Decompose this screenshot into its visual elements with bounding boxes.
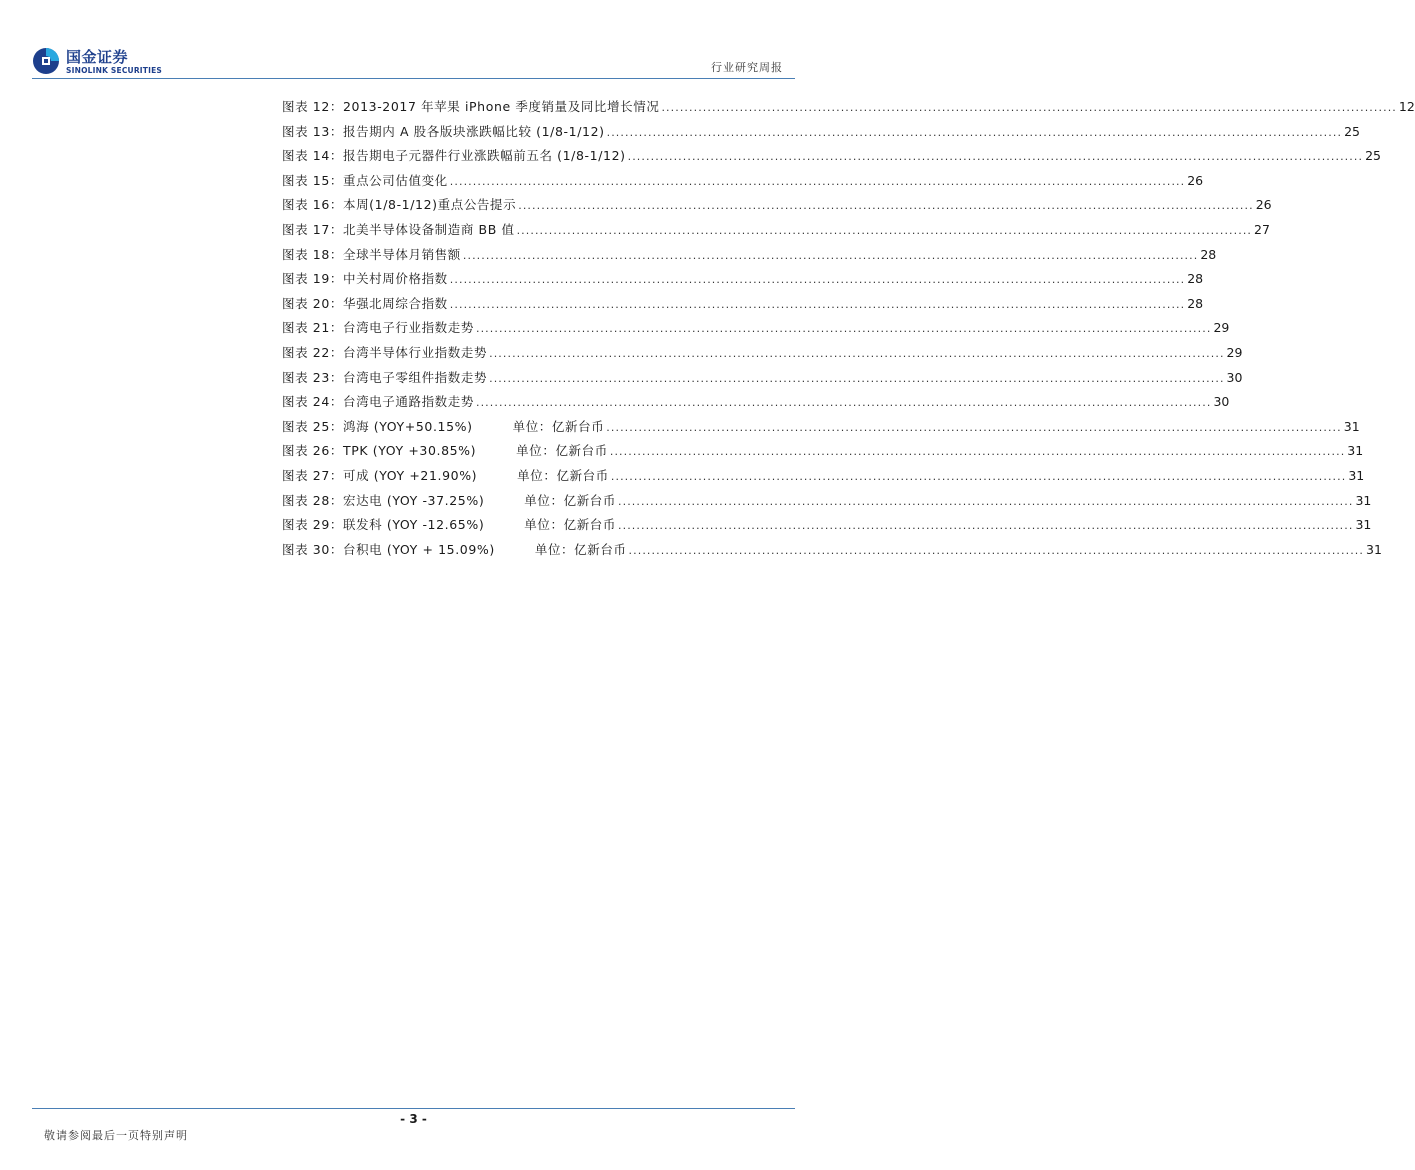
toc-entry-label: 图表 22：台湾半导体行业指数走势 — [282, 344, 488, 360]
toc-dot-leader: ................................................................................................................................................................ — [449, 273, 1186, 287]
toc-entry[interactable] — [282, 195, 1272, 220]
toc-dot-leader: ................................................................................................................................................................ — [627, 150, 1364, 164]
toc-entry-label: 图表 12：2013-2017 年苹果 iPhone 季度销量及同比增长情况 — [282, 99, 660, 114]
logo-english-name: SINOLINK SECURITIES — [66, 66, 163, 75]
toc-entry-label: 图表 16：本周(1/8-1/12)重点公告提示 — [282, 197, 517, 213]
page-number: - 3 - — [400, 1112, 427, 1126]
toc-entry[interactable] — [282, 417, 1360, 442]
toc-dot-leader: ................................................................................................................................................................ — [449, 297, 1186, 311]
toc-entry[interactable] — [282, 343, 1243, 368]
toc-entry[interactable] — [282, 122, 1360, 147]
toc-entry-label: 图表 30：台积电 (YOY + 15.09%) — [282, 541, 495, 557]
toc-dot-leader: ................................................................................................................................................................ — [610, 469, 1347, 483]
toc-entry[interactable] — [282, 220, 1270, 245]
toc-entry-unit: 单位：亿新台币 — [517, 467, 609, 483]
toc-entry-page: 26 — [1187, 172, 1204, 188]
toc-entry-page: 29 — [1213, 320, 1230, 336]
toc-entry-label: 图表 23：台湾电子零组件指数走势 — [282, 369, 488, 385]
toc-entry-label: 图表 13：报告期内 A 股各版块涨跌幅比较 (1/8-1/12) — [282, 123, 605, 139]
toc-entry-label: 图表 20：华强北周综合指数 — [282, 295, 448, 311]
toc-dot-leader: ................................................................................................................................................................ — [475, 396, 1212, 410]
toc-entry-page: 28 — [1187, 295, 1204, 311]
toc-entry-page: 31 — [1347, 443, 1364, 459]
toc-dot-leader: ................................................................................................................................................................ — [516, 223, 1253, 237]
toc-entry-label: 图表 27：可成 (YOY +21.90%) — [282, 467, 478, 483]
toc-dot-leader: ................................................................................................................................................................ — [462, 248, 1199, 262]
toc-entry-unit: 单位：亿新台币 — [524, 492, 616, 508]
toc-entry-label: 图表 14：报告期电子元器件行业涨跌幅前五名 (1/8-1/12) — [282, 148, 626, 164]
logo-chinese-name: 国金证券 — [66, 48, 129, 66]
toc-dot-leader: ................................................................................................................................................................ — [606, 420, 1342, 434]
toc-dot-leader: ................................................................................................................................................................ — [606, 125, 1343, 139]
toc-entry-label: 图表 18：全球半导体月销售额 — [282, 246, 461, 262]
toc-entry-page: 26 — [1255, 197, 1272, 213]
toc-entry[interactable] — [282, 171, 1204, 196]
toc-dot-leader: ................................................................................................................................................................ — [618, 494, 1354, 508]
toc-entry-unit: 单位：亿新台币 — [512, 418, 605, 434]
toc-entry-page: 29 — [1226, 344, 1243, 360]
toc-entry-page: 31 — [1348, 467, 1365, 483]
toc-dot-leader: ................................................................................................................................................................ — [489, 346, 1225, 360]
toc-dot-leader: ................................................................................................................................................................ — [628, 543, 1364, 557]
toc-entry-page: 27 — [1254, 221, 1270, 237]
toc-dot-leader: ................................................................................................................................................................ — [618, 519, 1354, 533]
toc-entry-label: 图表 21：台湾电子行业指数走势 — [282, 320, 474, 336]
toc-entry[interactable] — [282, 294, 1204, 319]
toc-entry-label: 图表 15：重点公司估值变化 — [282, 172, 448, 188]
toc-entry-label: 图表 19：中关村周价格指数 — [282, 271, 448, 287]
report-type-label: 行业研究周报 — [711, 61, 783, 74]
toc-dot-leader: ................................................................................................................................................................ — [609, 445, 1346, 459]
table-of-figures — [282, 97, 1415, 564]
toc-entry[interactable] — [282, 515, 1372, 540]
toc-entry[interactable] — [282, 466, 1365, 491]
toc-entry[interactable] — [282, 269, 1204, 294]
toc-entry-page: 31 — [1343, 418, 1360, 434]
toc-entry[interactable] — [282, 392, 1230, 417]
logo-mark-icon — [32, 47, 60, 75]
toc-entry-page: 30 — [1213, 394, 1230, 410]
toc-entry-page: 31 — [1355, 517, 1372, 533]
toc-entry-label: 图表 28：宏达电 (YOY -37.25%) — [282, 492, 485, 508]
toc-dot-leader: ................................................................................................................................................................ — [449, 174, 1186, 188]
footer-disclaimer: 敬请参阅最后一页特别声明 — [44, 1129, 188, 1142]
toc-entry-page: 25 — [1344, 123, 1360, 139]
toc-entry[interactable] — [282, 368, 1243, 393]
toc-entry[interactable] — [282, 97, 1415, 122]
toc-entry[interactable] — [282, 491, 1372, 516]
toc-entry[interactable] — [282, 540, 1382, 565]
toc-entry-label: 图表 26：TPK (YOY +30.85%) — [282, 443, 477, 459]
toc-entry[interactable] — [282, 245, 1217, 270]
toc-dot-leader: ................................................................................................................................................................ — [518, 199, 1254, 213]
toc-dot-leader: ................................................................................................................................................................ — [489, 371, 1225, 385]
toc-entry-page: 12 — [1398, 99, 1415, 114]
toc-entry-page: 25 — [1365, 148, 1381, 164]
toc-entry-label: 图表 29：联发科 (YOY -12.65%) — [282, 517, 485, 533]
footer-divider — [32, 1108, 795, 1109]
toc-entry[interactable] — [282, 146, 1381, 171]
toc-entry-label: 图表 17：北美半导体设备制造商 BB 值 — [282, 221, 515, 237]
toc-entry-unit: 单位：亿新台币 — [524, 517, 616, 533]
toc-entry-unit: 单位：亿新台币 — [534, 541, 627, 557]
toc-entry-page: 28 — [1187, 271, 1204, 287]
toc-dot-leader: ................................................................................................................................................................ — [661, 101, 1397, 114]
toc-entry-label: 图表 24：台湾电子通路指数走势 — [282, 394, 474, 410]
toc-entry-unit: 单位：亿新台币 — [516, 443, 608, 459]
toc-entry-page: 28 — [1200, 246, 1217, 262]
toc-entry[interactable] — [282, 441, 1364, 466]
toc-entry-page: 31 — [1355, 492, 1372, 508]
toc-entry[interactable] — [282, 318, 1230, 343]
toc-entry-page: 31 — [1366, 541, 1382, 557]
company-logo — [32, 47, 162, 79]
header-divider — [32, 78, 795, 79]
toc-entry-page: 30 — [1226, 369, 1243, 385]
toc-entry-label: 图表 25：鸿海 (YOY+50.15%) — [282, 418, 473, 434]
toc-dot-leader: ................................................................................................................................................................ — [475, 322, 1212, 336]
